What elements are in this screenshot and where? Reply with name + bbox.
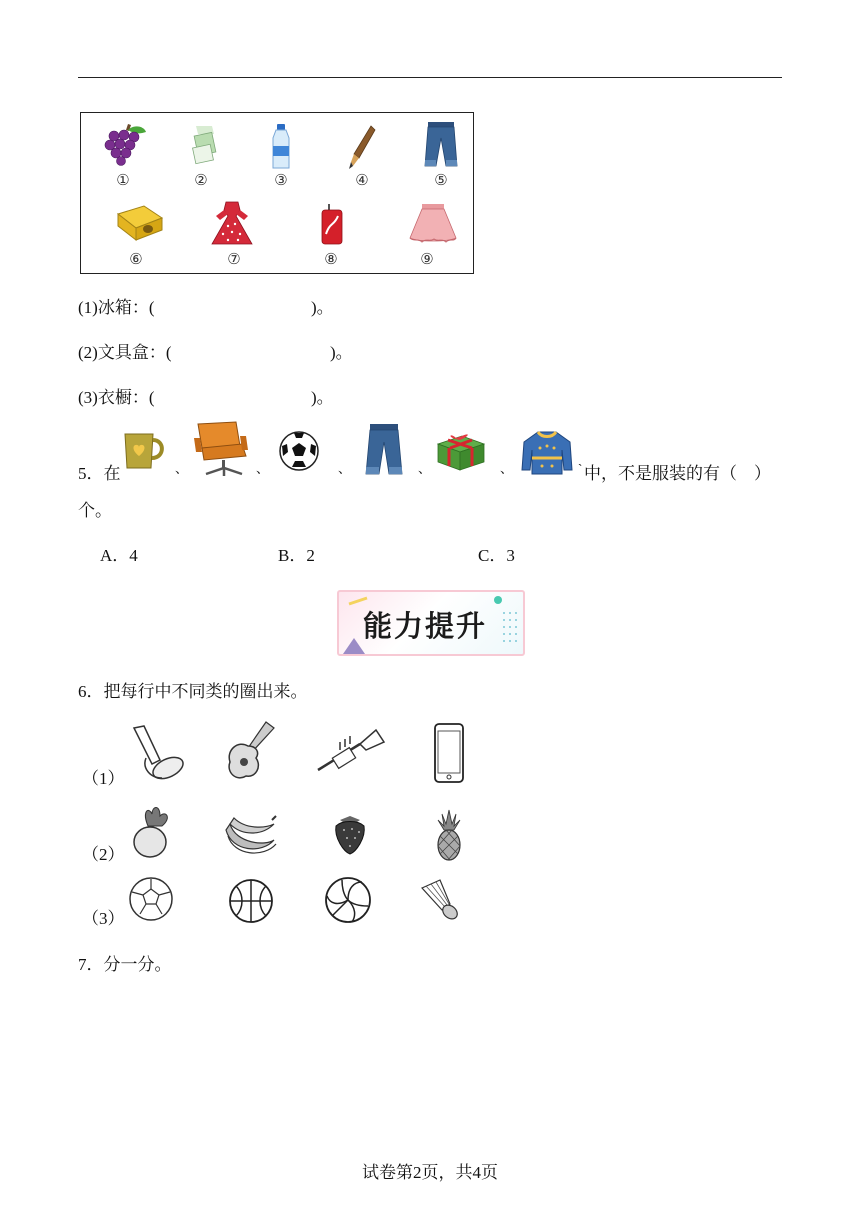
row-label: （2） [82, 845, 125, 864]
fridge-close: )。 [311, 298, 334, 317]
item-number: ④ [355, 173, 369, 189]
jeans-icon [424, 122, 458, 168]
phone-icon [433, 722, 465, 784]
triangle-decoration-icon [343, 638, 365, 654]
grapes-icon [104, 124, 148, 166]
skirt-icon [408, 204, 458, 244]
option-b[interactable] [278, 545, 315, 567]
banner-title: 能力提升 [363, 609, 488, 643]
item-number: ② [194, 173, 208, 189]
gift-box-icon [436, 432, 486, 472]
item-number: ⑤ [434, 173, 448, 189]
separator: 、 [256, 461, 270, 476]
soccer-ball-icon [128, 876, 174, 922]
item-number: ① [116, 173, 130, 189]
accent-dot-icon [493, 595, 503, 605]
pineapple-icon [434, 808, 464, 862]
sweater-icon [520, 430, 574, 476]
volleyball-icon [324, 876, 372, 924]
wardrobe-prompt: (3)衣橱：( [78, 388, 155, 407]
basketball-icon [228, 878, 274, 924]
row-label: （1） [82, 769, 125, 788]
pencil-case-close: )。 [330, 343, 353, 362]
item-number: ⑨ [420, 252, 434, 268]
row-label: （3） [82, 909, 125, 928]
q7-title: 7．分一分。 [78, 955, 172, 974]
item-number: ⑧ [324, 252, 338, 268]
q5-question-text: 中，不是服装的有（ ） [584, 464, 771, 483]
wardrobe-close: )。 [311, 388, 334, 407]
fountain-pen-icon [347, 124, 377, 170]
office-chair-icon [190, 420, 252, 478]
guitar-icon [222, 720, 278, 782]
option-a[interactable] [100, 545, 138, 567]
option-value: 3 [506, 546, 515, 565]
header-rule [78, 77, 782, 78]
option-letter: B． [278, 546, 307, 565]
option-letter: C． [478, 546, 507, 565]
option-c[interactable] [478, 545, 515, 567]
option-value: 2 [306, 546, 315, 565]
item-number: ⑥ [129, 252, 143, 268]
item-number: ③ [274, 173, 288, 189]
page-footer: 试卷第2页，共4页 [362, 1163, 498, 1182]
option-value: 4 [129, 546, 138, 565]
pencil-sharpener-icon [114, 200, 164, 242]
banana-icon [222, 810, 278, 858]
soccer-ball-icon [278, 430, 320, 472]
jeans-icon [365, 424, 403, 476]
trumpet-icon [314, 728, 386, 778]
separator: 、 [500, 461, 514, 476]
water-bottle-icon [270, 124, 292, 170]
fridge-prompt: (1)冰箱：( [78, 298, 155, 317]
strawberry-icon [332, 814, 368, 856]
separator-last: ` [578, 461, 583, 476]
separator: 、 [175, 461, 189, 476]
item-number: ⑦ [227, 252, 241, 268]
cola-can-icon [318, 204, 346, 246]
radish-icon [128, 804, 176, 860]
shuttlecock-icon [418, 878, 466, 924]
eraser-icon [190, 124, 218, 166]
separator: 、 [338, 461, 352, 476]
q5-continuation: 个。 [78, 501, 112, 520]
dress-icon [208, 200, 256, 246]
option-letter: A． [100, 546, 130, 565]
separator: 、 [418, 461, 432, 476]
mug-icon [121, 430, 167, 472]
pencil-case-prompt: (2)文具盒：( [78, 343, 172, 362]
q6-title: 6．把每行中不同类的圈出来。 [78, 682, 308, 701]
dot-grid-decoration-icon [501, 610, 521, 644]
q5-prefix: 5．在 [78, 464, 121, 483]
ability-banner [337, 590, 525, 656]
horn-icon [128, 724, 188, 782]
